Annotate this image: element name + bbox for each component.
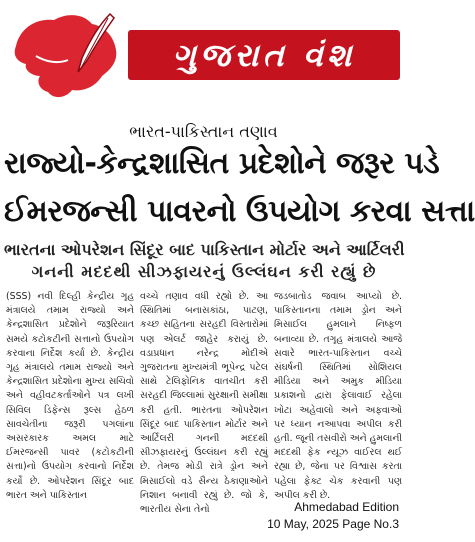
column-text: વચ્ચે તણાવ વધી રહ્યો છે. આ સ્થિતિમાં બનાસકાંઠા, પાટણ, કચ્છ સહિતના સરહદી વિસ્તારોમાં પણ એલર્ટ જાહેર કરાયું છે. વડાપ્રધાન નરેન્દ્ર મોદીએ ગુજરાતના મુખ્યમંત્રી ભૂપેન્દ્ર પટેલ સાથે ટેલિફોનિક વાતચીત કરી સરહદી જિલ્લામાં સુરક્ષાની સમીક્ષા કરી હતી. ભારતના ઓપરેશન સિંદૂર બાદ પાકિસ્તાન મોર્ટાર અને આર્ટિલરી ગનની મદદથી સીઝફાયરનું ઉલ્લંઘન કરી રહ્યું છે. તેમજ મોડી રાત્રે ડ્રોન અને મિસાઈલો વડે સૈન્ય ઠેકાણાઓને નિશાન બનાવી રહ્યું છે. જો કે, ભારતીય સેના તેનો: [140, 291, 268, 516]
article-column-3: [274, 290, 402, 501]
logo-banner: [128, 30, 400, 80]
edition-name: Ahmedabad Edition: [294, 500, 399, 514]
article-column-1: [6, 290, 134, 501]
headline-line-2: ઈમરજન્સી પાવરનો ઉપયોગ કરવા સત્તા: [4, 194, 475, 229]
masthead: [0, 0, 407, 106]
edition-date-page: 10 May, 2025 Page No.3: [267, 517, 399, 531]
column-text: (SSS) નવી દિલ્હી કેન્દ્રીય ગૃહ મંત્રાલયે તમામ રાજ્યો અને કેન્દ્રશાસિત પ્રદેશોને જરૂરિયાત સમયે કટોકટીની સત્તાનો ઉપયોગ કરવાના નિર્દેશ કર્યા છે. કેન્દ્રીય ગૃહ મંત્રાલયે તમામ રાજ્યો અને કેન્દ્રશાસિત પ્રદેશોના મુખ્ય સચિવો અને વહીવટકર્તાઓને પત્ર લખી સિવિલ ડિફેન્સ રૂલ્સ હેઠળ સાવચેતીના જરૂરી પગલાંના અસરકારક અમલ માટે ઈમરજન્સી પાવર (કટોકટીની સત્તા)નો ઉપયોગ કરવાનો નિર્દેશ કર્યો છે. ઓપરેશન સિંદૂર બાદ ભારત અને પાકિસ્તાન: [6, 291, 134, 501]
article-kicker: ભારત-પાકિસ્તાન તણાવ: [129, 122, 278, 141]
logo-text: ગુજરાત વંશ: [172, 35, 356, 74]
headline-line-1: રાજ્યો-કેન્દ્રશાસિત પ્રદેશોને જરૂર પડે: [4, 146, 440, 181]
quill-pen-icon: [60, 10, 120, 80]
subheadline-line-2: ગનની મદદથી સીઝફાયરનું ઉલ્લંઘન કરી રહ્યું છે: [31, 262, 377, 281]
edition-info: [267, 499, 399, 533]
subheadline-line-1: ભારતના ઓપરેશન સિંદૂર બાદ પાકિસ્તાન મોર્ટાર અને આર્ટિલરી: [4, 240, 405, 259]
column-text: જડબાતોડ જવાબ આપ્યો છે. પાકિસ્તાનના તમામ ડ્રોન અને મિસાઈલ હુમલાને નિષ્ફળ બનાવ્યા છે. તગૃહ મંત્રાલયે આજે સવારે ભારત-પાકિસ્તાન વચ્ચે સંઘર્ષની સ્થિતિમાં સોશિયલ મીડિયા અને અમુક મીડિયા પ્રકાશનો દ્વારા ફેલાવાઈ રહેલા ખોટા અહેવાલો અને અફવાઓ પર ધ્યાન નઆપવા અપીલ કરી હતી. જૂની તસવીરો અને હુમલાની મદદથી ફેક ન્યૂઝ વાઈરલ થઈ રહ્યા છે, જેના પર વિશ્વાસ કરતા પહેલા ફેક્ટ ચેક કરવાની પણ અપીલ કરી છે.: [274, 291, 402, 501]
article-column-2: [140, 290, 268, 516]
